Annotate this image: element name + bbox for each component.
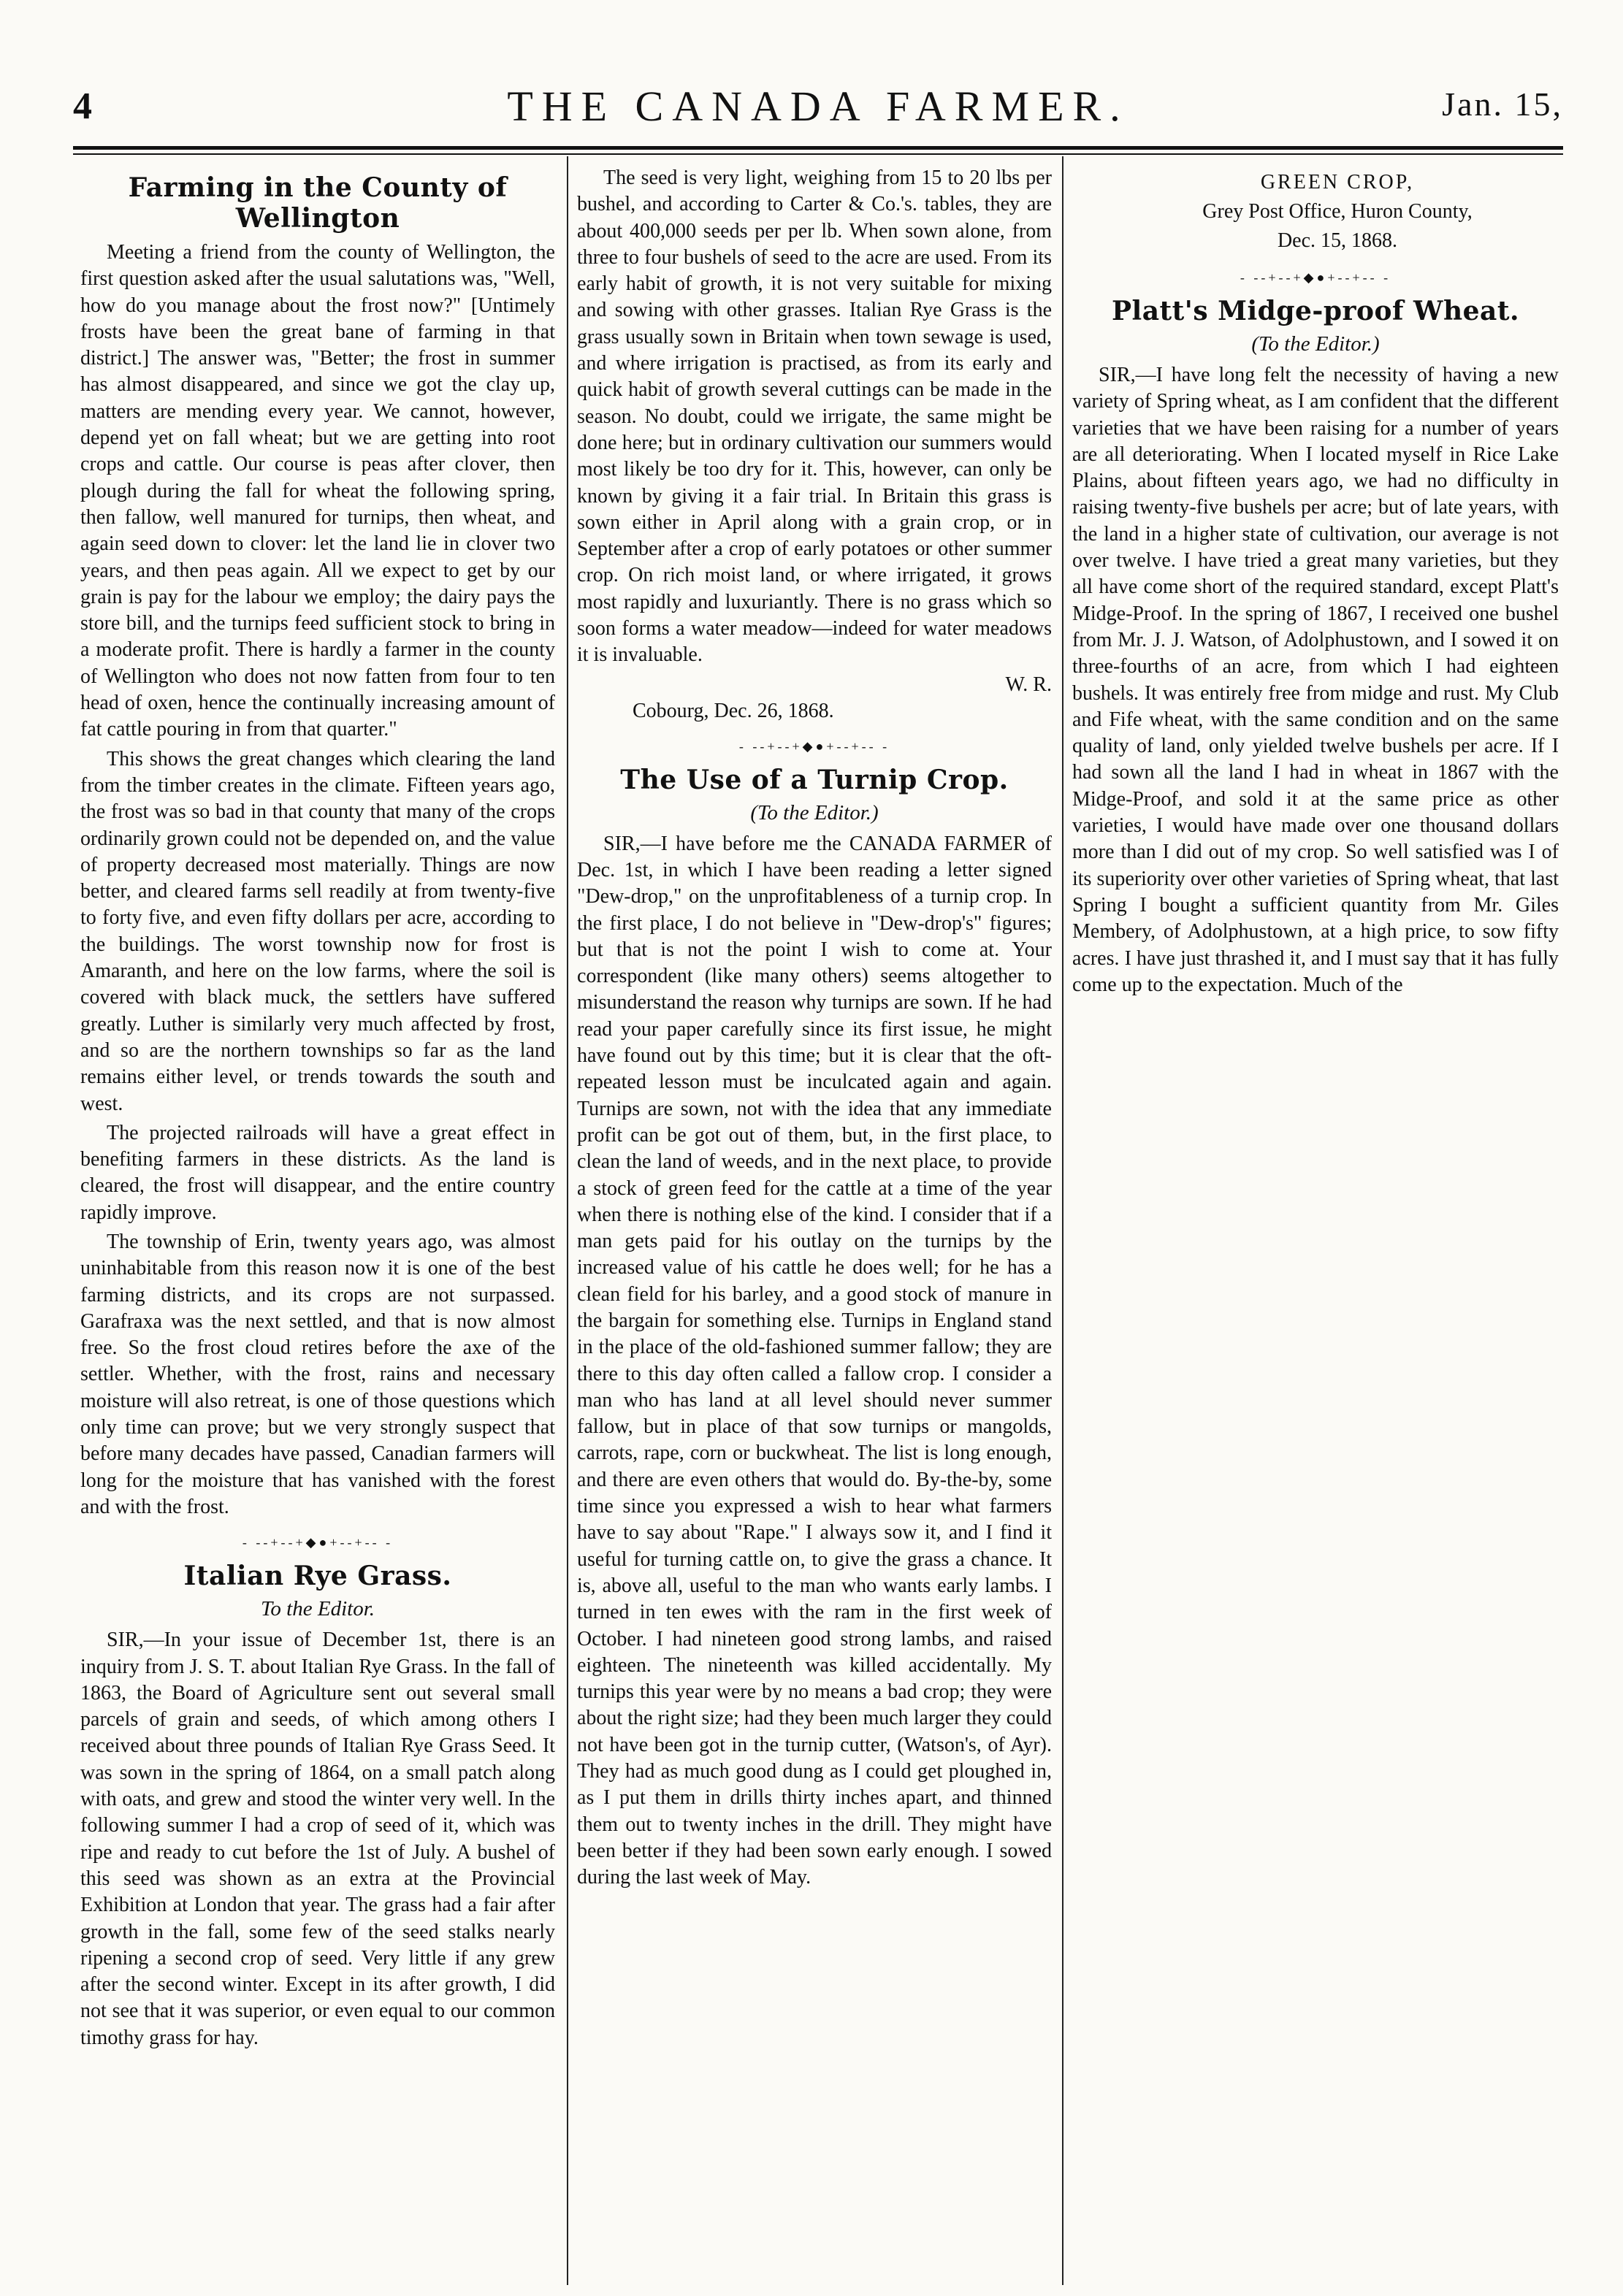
issue-date: Jan. 15, [1442,85,1563,123]
article-paragraph: SIR,—I have before me the CANADA FARMER of Dec. 1st, in which I have been reading a letter signed "Dew-drop," on the unprofitableness of a turnip crop. In the first place, I do not believe in "Dew-drop's" figures; but that is not the point I wish to come at. Your correspondent (like many others) seems altogether to misunderstand the reason why turnips are sown. If he had read your paper carefully since its first issue, he might have found out by this time; but it is clear that the oft-repeated lesson must be inculcated again and again. Turnips are sown, not with the idea that any immediate profit can be got out of them, but, in the first place, to clean the land of weeds, and in the next place, to provide a stock of green feed for the cattle at a time of the year when there is nothing else of the kind. I consider that if a man gets paid for his outlay on the turnips by the increased value of his cattle he does well; for he has a clean field for his barley, and a good stock of manure in the bargain for something else. Turnips in England stand in the place of the old-fashioned summer fallow; they are there to this day often called a fallow crop. I consider a man who has land at all level should never summer fallow, but in place of that sow turnips or mangolds, carrots, rape, corn or buckwheat. The list is long enough, and there are even others that would do. By-the-by, some time since you expressed a wish to hear what farmers have to say about "Rape." I always sow it, and I find it useful for turning cattle on, to give the grass a chance. It is, above all, useful to the man who wants early lambs. I turned in ten ewes with the ram in the first week of October. I had nineteen good strong lambs, and raised eighteen. The nineteenth was killed accidentally. My turnips this year were by no means a bad crop; they were about the right size; had they been much larger they could not have been got in the turnip cutter, (Watson's, of Ayr). They had as much good dung as I could get ploughed in, as I put them in drills thirty inches apart, and thinned them out to twenty inches in the drill. They might have been better if they had been sown early enough. I sowed during the last week of May. [577,832,1052,1889]
column-rule [567,156,568,2285]
masthead-rule-thin [73,153,1563,155]
signature-date: Dec. 15, 1868. [1277,229,1398,252]
signature-block [1116,168,1559,256]
article-paragraph: SIR,—In your issue of December 1st, there is an inquiry from J. S. T. about Italian Rye Grass. In the fall of 1863, the Board of Agriculture sent out several small parcels of grain and seeds, of which among others I received about three pounds of Italian Rye Grass Seed. It was sown in the spring of 1864, on a small patch along with oats, and grew and stood the winter very well. In the following summer I had a crop of seed of it, which was ripe and ready to cut before the 1st of July. A bushel of this seed was shown as an extra at the Provincial Exhibition at London that year. The grass had a fair after growth in the fall, some few of the seed stalks nearly ripening a second crop of seed. Very little if any grew after the second winter. Except in its after growth, I did not see that it was superior, or even equal to our common timothy grass for hay. [80,1629,555,2049]
column-2 [577,165,1052,2283]
signature-name: GREEN CROP, [1260,171,1415,194]
article-title-turnip: The Use of a Turnip Crop. [620,764,1009,795]
paper-title: THE CANADA FARMER. [507,83,1129,130]
section-divider: - --+--+◆●+--+-- - [242,1535,394,1550]
column-1 [80,165,555,2283]
article-title-rye-grass: Italian Rye Grass. [183,1561,452,1592]
article-paragraph: The projected railroads will have a great effect in benefiting farmers in these districts. As the land is cleared, the frost will disappear, and the entire country rapidly improve. [80,1121,555,1224]
signature-place: Grey Post Office, Huron County, [1202,200,1473,223]
masthead [73,82,1563,133]
to-editor-line: (To the Editor.) [1251,332,1380,356]
article-paragraph: Meeting a friend from the county of Wellington, the first question asked after the usual salutations was, "Well, how do you manage about the frost now?" [Untimely frosts have been the great bane of farming in that district.] The answer was, "Better; the frost in summer has almost disappeared, and since we got the clay up, matters are mending every year. We cannot, however, depend yet on fall wheat; but we are getting into root crops and cattle. Our course is peas after clover, then plough during the fall for wheat the following spring, then fallow, well manured for turnips, then wheat, and again seed down to clover: let the land lie in clover two years, and then peas again. All we expect to get by our grain is pay for the labour we employ; the dairy pays the store bill, and the turnips feed sufficient stock to bring in a moderate profit. There is hardly a farmer in the county of Wellington who does not now fatten from four to ten head of oxen, hence the continually increasing amount of fat cattle pouring in from that quarter." [80,241,555,741]
article-paragraph: SIR,—I have long felt the necessity of having a new variety of Spring wheat, as I am confident that the different varieties that we have been raising for a number of years are all deteriorating. When I located myself in Rice Lake Plains, about fifteen years ago, we had no difficulty in raising twenty-five bushels per acre; but of late years, with the land in a higher state of cultivation, our average is not over twelve. I have tried a great many varieties, but they all have come short of the required standard, except Platt's Midge-Proof. In the spring of 1867, I received one bushel from Mr. J. J. Watson, of Adolphustown, and I sowed it on three-fourths of an acre, from which I had eighteen bushels. It was entirely free from midge and rust. My Club and Fife wheat, with the same condition and on the same quality of land, only yielded twelve bushels per acre. If I had sown all the land I had in wheat in 1867 with the Midge-Proof, and sold it at the same price as other varieties, I would have made over one thousand dollars more than I did out of my crop. So well satisfied was I of its superiority over other varieties of Spring wheat, that last Spring I bought a sufficient quantity from Mr. Giles Membery, of Adolphustown, at a high price, to sow fifty acres. I have just thrashed it, and I must say that it has fully come up to the expectation. Much of the [1072,364,1559,996]
article-paragraph: The seed is very light, weighing from 15 to 20 lbs per bushel, and according to Carter & Co.'s. tables, they are about 400,000 seeds per per lb. When sown alone, from three to four bushels of seed to the acre are used. From its early habit of growth, it is not very suitable for mixing and sowing with other grasses. Italian Rye Grass is the grass usually sown in Britain when town sewage is used, and where irrigation is practised, as from its early and quick habit of growth several cuttings can be made in the season. No doubt, could we irrigate, the same might be done here; but in ordinary cultivation our summers would most likely be too dry for it. This, however, can only be known by giving it a fair trial. In Britain this grass is sown either in April along with a grain crop, or in September after a crop of early potatoes or other summer crop. On rich moist land, or where irrigated, it grows most rapidly and luxuriantly. There is no grass which so soon forms a water meadow—indeed for water meadows it is invaluable. [577,167,1052,667]
article-title-wellington: Farming in the County of Wellington [128,172,508,234]
section-divider: - --+--+◆●+--+-- - [1240,270,1391,285]
column-rule [1062,156,1063,2285]
article-paragraph: This shows the great changes which clearing the land from the timber creates in the climate. Fifteen years ago, the frost was so bad in that county that many of the crops ordinarily grown could not be depended on, and the value of property decreased most materially. Things are now better, and cleared farms sell readily at from twenty-five to forty five, and even fifty dollars per acre, according to the buildings. The worst township now for frost is Amaranth, and here on the low farms, where the soil is covered with black muck, the settlers have suffered greatly. Luther is similarly very much affected by frost, and so are the northern townships so far as the land remains either level, or trends towards the south and west. [80,747,555,1115]
column-3 [1072,165,1559,2283]
article-paragraph: The township of Erin, twenty years ago, was almost uninhabitable from this reason now it is one of the best farming districts, and its crops are not surpassed. Garafraxa was the next settled, and that is now almost free. So the frost cloud retires before the axe of the settler. Whether, with the frost, rains and necessary moisture will also retreat, is one of those questions which only time can prove; but we very strongly suspect that before many decades have passed, Canadian farmers will long for the moisture that has vanished with the forest and with the frost. [80,1230,555,1518]
to-editor-line: (To the Editor.) [750,800,879,824]
to-editor-line: To the Editor. [260,1597,375,1621]
dateline: Cobourg, Dec. 26, 1868. [633,699,834,722]
signature: W. R. [1005,673,1052,696]
page-number: 4 [73,85,92,127]
section-divider: - --+--+◆●+--+-- - [738,738,890,754]
masthead-rule [73,146,1563,150]
article-title-midge-wheat: Platt's Midge-proof Wheat. [1111,296,1520,326]
